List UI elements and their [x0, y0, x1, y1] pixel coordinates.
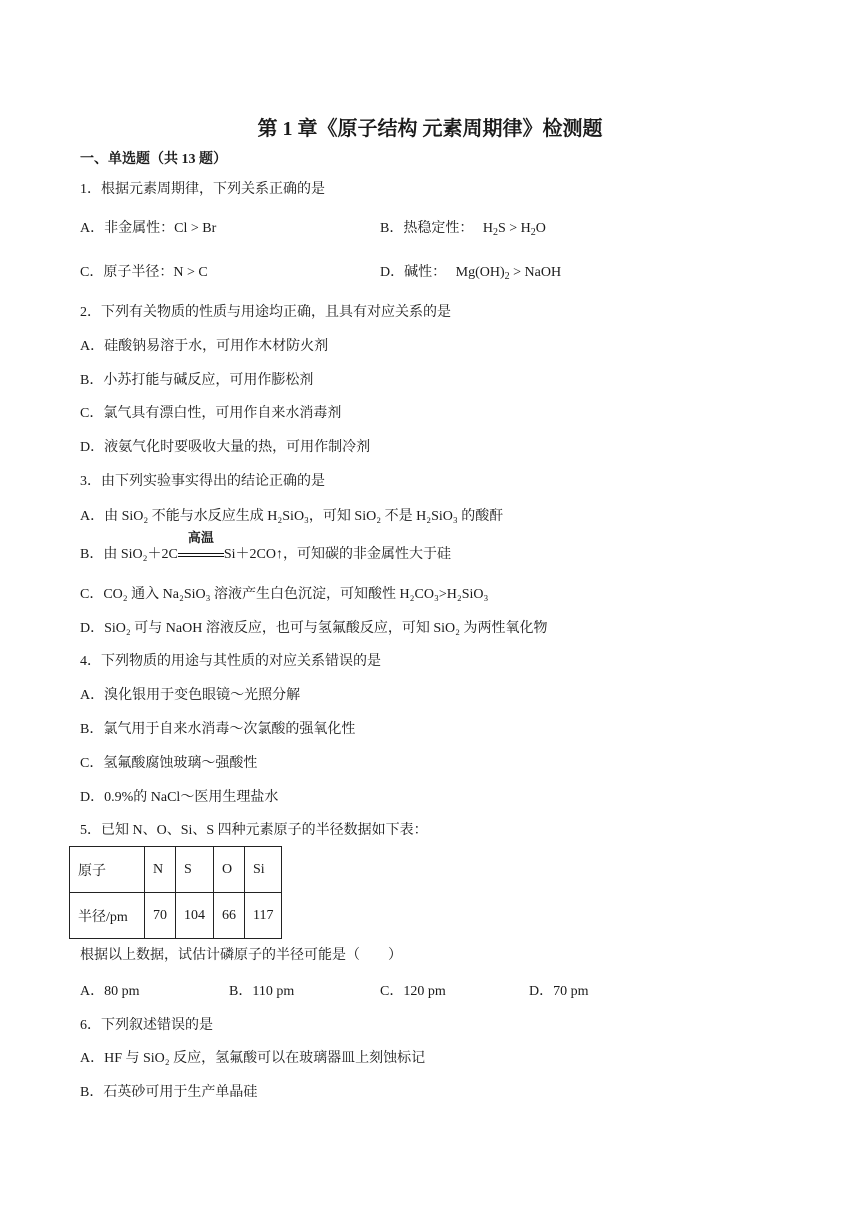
q3-option-a: A．由 SiO₂ 不能与水反应生成 H₂SiO₃，可知 SiO₂ 不是 H₂SiO₃ 的酸酐	[80, 509, 504, 524]
question-6-stem: 6．下列叙述错误的是	[80, 1018, 213, 1033]
q2-option-a: A．硅酸钠易溶于水，可用作木材防火剂	[80, 339, 329, 354]
question-5-stem: 5．已知 N、O、Si、S 四种元素原子的半径数据如下表：	[80, 823, 428, 838]
equals-sign-icon	[178, 553, 224, 557]
q4-option-a: A．溴化银用于变色眼镜～光照分解	[80, 688, 301, 703]
q5-option-a: A．80 pm	[80, 984, 140, 999]
q3-option-b-lhs: B．由 SiO₂＋2C	[80, 547, 178, 562]
q5-option-b: B．110 pm	[229, 984, 295, 999]
page-title: 第 1 章《原子结构 元素周期律》检测题	[257, 118, 603, 140]
q1-option-b	[380, 220, 546, 238]
q4-option-d: D．0.9%的 NaCl～医用生理盐水	[80, 790, 279, 805]
q5-option-c: C．120 pm	[380, 984, 446, 999]
q1-option-d-formula: $Mg(OH)_2$ > NaOH	[455, 265, 562, 282]
table-cell: S	[176, 847, 214, 893]
table-cell: O	[214, 847, 245, 893]
table-cell: 117	[245, 893, 282, 939]
radius-table	[69, 846, 282, 939]
table-cell: 70	[145, 893, 176, 939]
table-row	[70, 847, 282, 893]
q2-option-b: B．小苏打能与碱反应，可用作膨松剂	[80, 373, 314, 388]
table-cell: 原子	[70, 847, 145, 893]
table-cell: Si	[245, 847, 282, 893]
question-2-stem: 2．下列有关物质的性质与用途均正确，且具有对应关系的是	[80, 305, 451, 320]
table-row	[70, 893, 282, 939]
q6-option-a: A．HF 与 SiO₂ 反应，氢氟酸可以在玻璃器皿上刻蚀标记	[80, 1051, 426, 1066]
q4-option-b: B．氯气用于自来水消毒～次氯酸的强氧化性	[80, 722, 356, 737]
q5-option-d: D．70 pm	[529, 984, 589, 999]
question-4-stem: 4．下列物质的用途与其性质的对应关系错误的是	[80, 654, 381, 669]
table-cell: 104	[176, 893, 214, 939]
q1-option-b-formula: $H_2S > H_2O$	[482, 221, 546, 238]
table-cell: 66	[214, 893, 245, 939]
q1-option-d	[380, 264, 561, 282]
q2-option-d: D．液氨气化时要吸收大量的热，可用作制冷剂	[80, 440, 371, 455]
q1-option-d-label: D．碱性：	[380, 265, 447, 280]
question-3-stem: 3．由下列实验事实得出的结论正确的是	[80, 474, 325, 489]
q1-option-c: C．原子半径：N > C	[80, 265, 208, 280]
q3-option-b	[80, 530, 451, 564]
question-5-followup: 根据以上数据，试估计磷原子的半径可能是（ ）	[80, 948, 402, 963]
question-1-stem: 1．根据元素周期律，下列关系正确的是	[80, 182, 325, 197]
q3-option-c: C．CO₂ 通入 Na₂SiO₃ 溶液产生白色沉淀，可知酸性 H₂CO₃>H₂SiO₃	[80, 587, 489, 602]
q2-option-c: C．氯气具有漂白性，可用作自来水消毒剂	[80, 406, 342, 421]
q3-option-d: D．SiO₂ 可与 NaOH 溶液反应，也可与氢氟酸反应，可知 SiO₂ 为两性氧化物	[80, 621, 548, 636]
section-heading: 一、单选题（共 13 题）	[80, 152, 227, 167]
q3-option-b-rhs: Si＋2CO↑，可知碳的非金属性大于硅	[223, 547, 451, 562]
table-cell: N	[145, 847, 176, 893]
q4-option-c: C．氢氟酸腐蚀玻璃～强酸性	[80, 756, 258, 771]
q6-option-b: B．石英砂可用于生产单晶硅	[80, 1085, 258, 1100]
condition-label: 高温	[187, 530, 214, 545]
high-temperature-condition	[178, 530, 224, 564]
q1-option-b-label: B．热稳定性：	[380, 221, 474, 236]
table-cell: 半径/pm	[70, 893, 145, 939]
q1-option-a: A．非金属性：Cl > Br	[80, 221, 217, 236]
